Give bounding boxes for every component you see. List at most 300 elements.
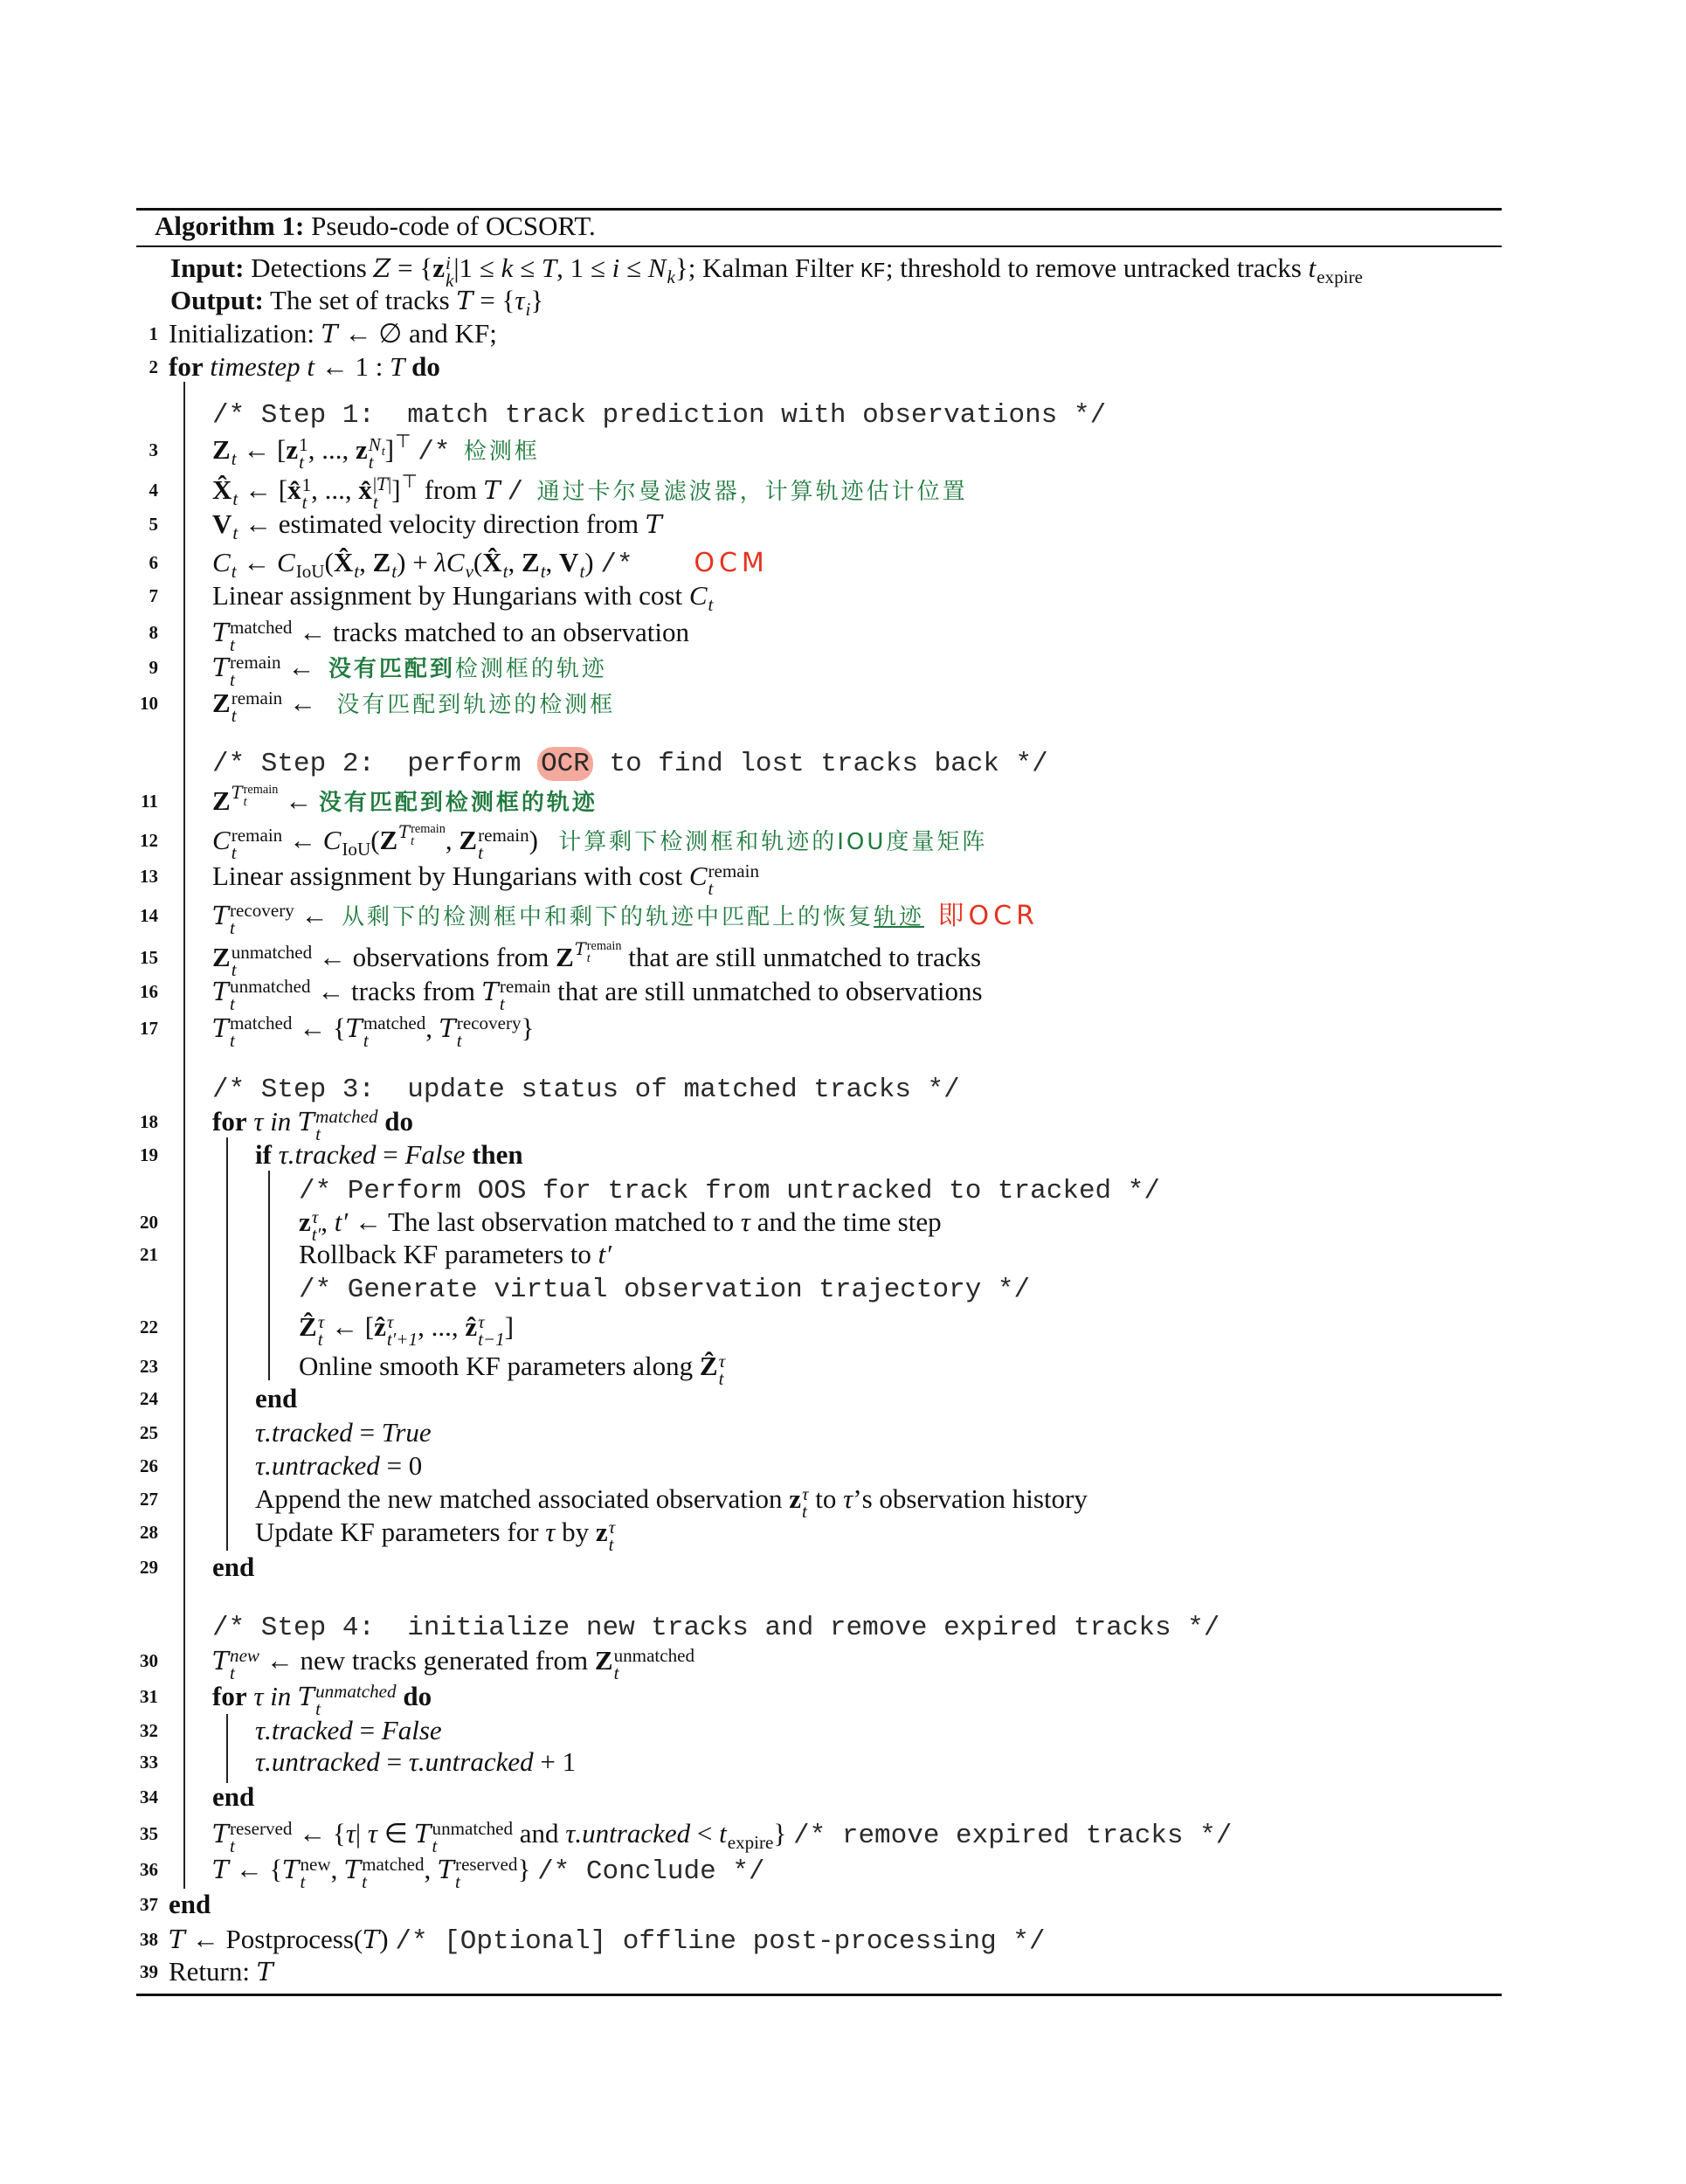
text-run: ,	[445, 825, 460, 855]
code-comment: /*	[418, 437, 451, 467]
keyword: do	[411, 351, 440, 382]
text-run: Linear assignment by Hungarians with cost	[212, 860, 689, 891]
algorithm-line	[0, 348, 1686, 386]
line-number: 12	[140, 830, 158, 851]
math-symbol: T	[390, 351, 405, 382]
math-symbol: T	[256, 1958, 273, 1987]
superscript	[402, 471, 418, 492]
math-symbol: τ	[515, 285, 525, 315]
text-run: matched	[230, 616, 293, 638]
keyword: do	[384, 1106, 414, 1137]
text-run: ←	[278, 785, 319, 816]
math-symbol: t	[230, 1662, 235, 1683]
superscript	[801, 1482, 809, 1504]
line-number: 25	[140, 1422, 158, 1443]
algorithm-line	[0, 1641, 1686, 1683]
superscript	[230, 653, 281, 671]
math-expression	[522, 547, 546, 583]
text-run	[523, 474, 537, 505]
script-stack	[478, 826, 529, 861]
math-symbol: τ	[345, 1818, 356, 1849]
text-run: that are still unmatched to tracks	[621, 942, 982, 972]
math-symbol: True	[381, 1417, 432, 1448]
superscript	[231, 689, 283, 707]
text-run: =	[379, 1746, 409, 1777]
math-symbol: matched	[315, 1105, 378, 1127]
subscript	[708, 877, 760, 899]
math-symbol: unmatched	[315, 1680, 397, 1702]
line-number: 38	[140, 1929, 158, 1950]
math-expression	[688, 860, 760, 899]
math-symbol: v	[465, 561, 473, 583]
line-number: 6	[149, 552, 158, 573]
math-symbol: t	[478, 841, 483, 863]
text-run: ← 1 :	[314, 351, 390, 382]
text-run: }	[530, 285, 544, 315]
algorithm-line	[0, 1136, 1686, 1174]
math-symbol: t	[317, 1328, 323, 1350]
caption-rule	[136, 245, 1502, 247]
keyword: z	[432, 252, 445, 283]
math-expression	[212, 687, 283, 726]
keyword: V	[559, 547, 579, 577]
script-stack	[478, 1310, 505, 1350]
math-expression	[434, 547, 473, 583]
text-run: ∈	[377, 1818, 415, 1849]
code-comment: /* Step 1: match track prediction with observations */	[212, 400, 1107, 431]
text-run: and	[513, 1818, 566, 1849]
math-symbol: t	[372, 491, 378, 513]
math-symbol: τ.tracked	[255, 1417, 353, 1448]
text-run	[633, 547, 694, 577]
math-symbol: i	[612, 252, 620, 283]
math-symbol: τ.tracked	[255, 1715, 353, 1745]
text-run: new	[300, 1853, 331, 1875]
script-stack	[411, 821, 446, 848]
math-symbol: t	[708, 594, 714, 616]
math-symbol: t	[502, 561, 508, 583]
math-symbol: t	[362, 1870, 367, 1892]
math-expression	[212, 616, 293, 655]
text-run: ← tracks matched to an observation	[292, 617, 689, 647]
math-symbol: i	[525, 299, 531, 321]
algorithm-line	[0, 896, 1686, 938]
math-expression	[212, 1817, 293, 1856]
superscript	[574, 938, 622, 965]
keyword: z	[286, 434, 299, 465]
algorithm-line	[0, 1850, 1686, 1892]
keyword: for	[212, 1681, 247, 1711]
text-run: ,	[330, 1854, 345, 1884]
math-symbol: t−1	[478, 1328, 505, 1350]
line-content	[212, 1009, 534, 1049]
math-symbol: t	[232, 522, 238, 544]
line-content	[212, 394, 1106, 435]
math-expression	[212, 651, 281, 690]
text-run: remain	[231, 687, 283, 708]
math-symbol: T	[483, 476, 501, 505]
math-symbol: t	[354, 561, 360, 583]
subscript	[363, 1029, 425, 1051]
superscript	[230, 975, 311, 997]
text-run: IoU	[295, 561, 325, 583]
superscript	[386, 1310, 418, 1332]
superscript	[230, 1644, 259, 1666]
text-run	[404, 351, 411, 382]
line-content	[212, 1814, 1232, 1856]
text-run: |1 ≤	[453, 252, 501, 283]
line-number: 4	[149, 480, 158, 501]
keyword: X̂	[212, 474, 232, 505]
text-run	[450, 434, 464, 465]
math-symbol: T	[231, 783, 243, 804]
math-symbol: t	[243, 794, 247, 809]
line-content	[212, 1548, 254, 1586]
algorithm-line	[0, 1009, 1686, 1051]
math-expression	[559, 547, 585, 583]
math-symbol: t	[231, 958, 237, 980]
math-symbol: T	[363, 1925, 380, 1954]
math-symbol: T	[212, 902, 230, 930]
line-number: 32	[140, 1720, 158, 1741]
math-expression	[286, 433, 308, 473]
math-symbol: t	[456, 1029, 462, 1051]
subscript	[456, 1029, 522, 1051]
math-expression	[574, 938, 622, 965]
text-run: , ...,	[311, 474, 359, 505]
math-symbol: t	[231, 561, 237, 583]
script-stack	[432, 1817, 514, 1856]
keyword: z	[789, 1483, 801, 1514]
math-expression	[432, 252, 454, 291]
algorithm-comment-line	[0, 394, 1686, 432]
caption-text	[155, 207, 596, 245]
math-symbol: T	[439, 1014, 456, 1043]
math-symbol: t	[708, 877, 714, 899]
text-run: remain	[243, 782, 279, 797]
text-run	[465, 1139, 472, 1170]
math-expression	[298, 1105, 378, 1144]
text-run: recovery	[230, 899, 294, 921]
algorithm-line	[0, 431, 1686, 473]
math-symbol: t′	[598, 1239, 612, 1269]
math-symbol: t	[363, 1029, 369, 1051]
keyword: z	[299, 1206, 311, 1237]
math-symbol: t	[801, 1500, 807, 1522]
text-run: The set of tracks	[263, 285, 457, 315]
line-content	[255, 1379, 297, 1418]
text-run: Rollback KF parameters to	[299, 1239, 598, 1269]
math-expression	[374, 1310, 418, 1350]
math-symbol: t	[719, 1818, 727, 1849]
math-symbol: τ	[317, 1310, 325, 1332]
math-symbol: τ	[311, 1206, 319, 1227]
text-run: ←	[280, 652, 328, 682]
math-symbol: t	[230, 916, 235, 938]
text-run: ← estimated velocity direction from	[238, 508, 646, 539]
code-comment: /* Step 4: initialize new tracks and remove expired tracks */	[212, 1613, 1220, 1643]
subscript	[230, 1029, 292, 1051]
line-number: 34	[140, 1787, 158, 1807]
math-symbol: t	[301, 491, 307, 513]
algorithm-line	[0, 857, 1686, 899]
subscript	[586, 950, 622, 965]
text-run: , ...,	[418, 1311, 466, 1342]
keyword: Z	[212, 942, 231, 972]
algorithm-line	[0, 1952, 1686, 1991]
text-run: unmatched	[432, 1817, 514, 1839]
math-symbol: t	[232, 488, 238, 510]
keyword: for	[212, 1106, 247, 1137]
math-symbol: t	[230, 1029, 235, 1051]
text-run: remain	[708, 860, 760, 881]
math-symbol: new	[230, 1644, 259, 1666]
algorithm-comment-line	[0, 1607, 1686, 1645]
text-run: to	[808, 1483, 844, 1514]
algorithm-comment-line	[0, 1068, 1686, 1107]
math-symbol: t	[230, 633, 235, 655]
line-content	[255, 1136, 523, 1174]
math-symbol: τ	[386, 1310, 394, 1332]
text-run: ,	[545, 547, 560, 577]
line-number: 8	[149, 622, 158, 643]
math-symbol: τ.untracked	[565, 1818, 691, 1849]
line-content	[212, 821, 987, 861]
math-expression	[465, 1310, 505, 1350]
superscript	[300, 1853, 331, 1875]
superscript	[244, 784, 279, 797]
math-symbol: t	[608, 1533, 614, 1555]
text-run: ) +	[397, 547, 435, 577]
line-number: 13	[140, 866, 158, 887]
math-expression	[688, 580, 714, 616]
math-symbol: τ.untracked	[408, 1746, 534, 1777]
keyword: end	[212, 1552, 255, 1582]
algorithm-line	[0, 613, 1686, 655]
keyword: Output:	[170, 285, 264, 315]
text-run: (	[370, 825, 380, 855]
line-content	[212, 1641, 694, 1682]
handwritten-note: 没有匹配到	[328, 656, 455, 682]
text-run: that are still unmatched to observations	[550, 976, 983, 1006]
math-expression	[789, 1482, 809, 1522]
math-symbol: T	[574, 939, 586, 960]
math-symbol: t	[230, 992, 235, 1014]
math-symbol: τ	[367, 1818, 377, 1849]
text-run: =	[352, 1417, 382, 1448]
text-run	[924, 900, 938, 930]
math-symbol: C	[688, 580, 708, 611]
math-expression	[358, 473, 392, 513]
math-symbol: t	[455, 1870, 460, 1892]
text-run: ⊤	[401, 471, 418, 493]
keyword: x̂	[287, 474, 301, 505]
text-run: unmatched	[230, 975, 311, 997]
superscript	[315, 1680, 397, 1702]
subscript	[231, 704, 283, 726]
text-run: ← ∅ and KF;	[337, 318, 497, 349]
script-stack	[457, 1014, 522, 1049]
math-expression	[438, 1853, 518, 1892]
superscript	[312, 1208, 321, 1226]
keyword: Algorithm 1:	[155, 211, 305, 241]
text-run: }	[773, 1818, 794, 1849]
text-run	[272, 1139, 279, 1170]
math-symbol: k	[445, 269, 454, 291]
line-number: 17	[140, 1018, 158, 1039]
math-expression	[333, 547, 360, 583]
text-run: ← {	[229, 1854, 283, 1884]
text-run: Linear assignment by Hungarians with cost	[212, 580, 689, 611]
math-symbol: τ in	[253, 1681, 299, 1711]
superscript	[478, 826, 529, 844]
text-run: ,	[508, 547, 522, 577]
text-run: )	[584, 547, 601, 577]
keyword: ẑ	[465, 1311, 478, 1342]
line-number: 10	[140, 693, 158, 714]
math-expression	[212, 434, 237, 470]
handwritten-note-red: OCM	[694, 548, 769, 578]
line-content	[299, 1268, 1030, 1310]
math-symbol: T	[169, 1925, 186, 1954]
algorithm-line	[0, 1548, 1686, 1586]
math-symbol: τ.untracked	[255, 1450, 380, 1481]
text-run: Initialization:	[169, 318, 321, 349]
keyword: ẑ	[374, 1311, 386, 1342]
line-content	[212, 648, 607, 688]
keyword: then	[472, 1139, 523, 1170]
math-symbol: t	[315, 1123, 321, 1144]
text-run: ←	[236, 547, 278, 577]
highlighted-term: OCR	[537, 747, 593, 781]
text-run: remain	[230, 651, 281, 673]
math-expression	[299, 1206, 321, 1245]
text-run: expire	[1316, 266, 1363, 288]
line-number: 30	[140, 1650, 158, 1671]
text-run: |	[355, 1818, 368, 1849]
script-stack	[586, 938, 622, 965]
math-symbol: t	[368, 451, 374, 473]
line-number: 18	[140, 1111, 158, 1132]
math-symbol: t	[231, 841, 237, 863]
math-expression	[212, 1012, 293, 1051]
text-run: remain	[586, 938, 622, 953]
math-expression	[439, 1012, 522, 1051]
superscript	[395, 431, 411, 452]
text-run: ← [	[238, 474, 288, 505]
text-run: =	[352, 1715, 382, 1745]
text-run: remain	[478, 824, 529, 846]
text-run: matched	[362, 1853, 425, 1875]
script-stack	[299, 433, 308, 473]
keyword: Z	[459, 825, 478, 855]
subscript	[411, 833, 446, 848]
math-expression	[595, 1516, 616, 1555]
math-expression	[594, 1644, 695, 1683]
code-comment: /* Conclude */	[537, 1856, 765, 1887]
algorithm-line	[0, 1885, 1686, 1924]
script-stack	[230, 1817, 293, 1856]
code-comment: /* Step 3: update status of matched tracks */	[212, 1075, 960, 1105]
math-symbol: T	[481, 978, 499, 1006]
keyword: z	[595, 1517, 608, 1547]
code-comment: /* [Optional] offline post-processing */	[395, 1926, 1046, 1957]
superscript	[363, 1014, 425, 1032]
superscript	[301, 473, 312, 495]
line-content	[169, 1952, 273, 1992]
algorithm-line	[0, 505, 1686, 543]
math-symbol: τ in	[253, 1106, 299, 1137]
math-symbol: T	[212, 978, 230, 1006]
text-run: ←	[282, 688, 337, 718]
text-run: ← The last observation matched to	[348, 1206, 741, 1237]
algorithm-line	[0, 1814, 1686, 1856]
text-run: |	[388, 473, 392, 495]
text-run: = {	[390, 252, 433, 283]
line-number: 36	[140, 1859, 158, 1880]
keyword: V	[212, 508, 232, 539]
line-content	[299, 1308, 514, 1348]
subscript	[387, 1330, 418, 1348]
text-run: <	[690, 1818, 720, 1849]
math-symbol: τ	[608, 1516, 616, 1538]
handwritten-note-red: 即OCR	[937, 901, 1039, 931]
code-comment: /* Generate virtual observation trajectory */	[299, 1275, 1031, 1305]
algorithm-line	[0, 577, 1686, 615]
line-number: 28	[140, 1522, 158, 1543]
math-symbol: t′	[334, 1206, 349, 1237]
math-symbol: N	[368, 433, 381, 455]
text-run: ← tracks from	[310, 976, 482, 1006]
math-expression	[212, 782, 279, 816]
math-expression	[212, 508, 238, 544]
math-symbol: T	[377, 474, 389, 495]
line-number: 14	[140, 905, 158, 926]
text-run: IoU	[342, 839, 371, 860]
math-symbol: t	[499, 992, 505, 1014]
text-run: ,	[425, 1013, 439, 1043]
line-number: 2	[149, 356, 158, 377]
superscript	[446, 254, 453, 272]
subscript	[299, 453, 308, 471]
math-symbol: τ	[843, 1483, 853, 1514]
math-expression	[384, 431, 411, 465]
text-run: ]	[384, 434, 395, 465]
text-run: recovery	[456, 1012, 522, 1033]
math-expression	[482, 547, 508, 583]
math-symbol: t	[315, 1697, 321, 1719]
text-run: ,	[359, 547, 373, 577]
superscript	[455, 1853, 518, 1875]
text-run: ← [	[324, 1311, 375, 1342]
text-run: ≤	[513, 252, 542, 283]
text-run: )	[379, 1924, 396, 1954]
superscript	[231, 826, 283, 844]
text-run: 1	[299, 433, 308, 455]
math-symbol: T	[645, 510, 662, 539]
script-stack	[231, 826, 283, 861]
superscript	[368, 433, 385, 459]
line-number: 22	[140, 1317, 158, 1337]
math-symbol: t	[299, 451, 304, 473]
line-number: 20	[140, 1212, 158, 1233]
math-symbol: T	[212, 653, 230, 682]
keyword: Input:	[170, 252, 245, 283]
text-run: ]	[391, 474, 401, 505]
text-run: ← [	[236, 434, 287, 465]
math-symbol: t	[231, 704, 237, 726]
superscript	[230, 616, 293, 638]
